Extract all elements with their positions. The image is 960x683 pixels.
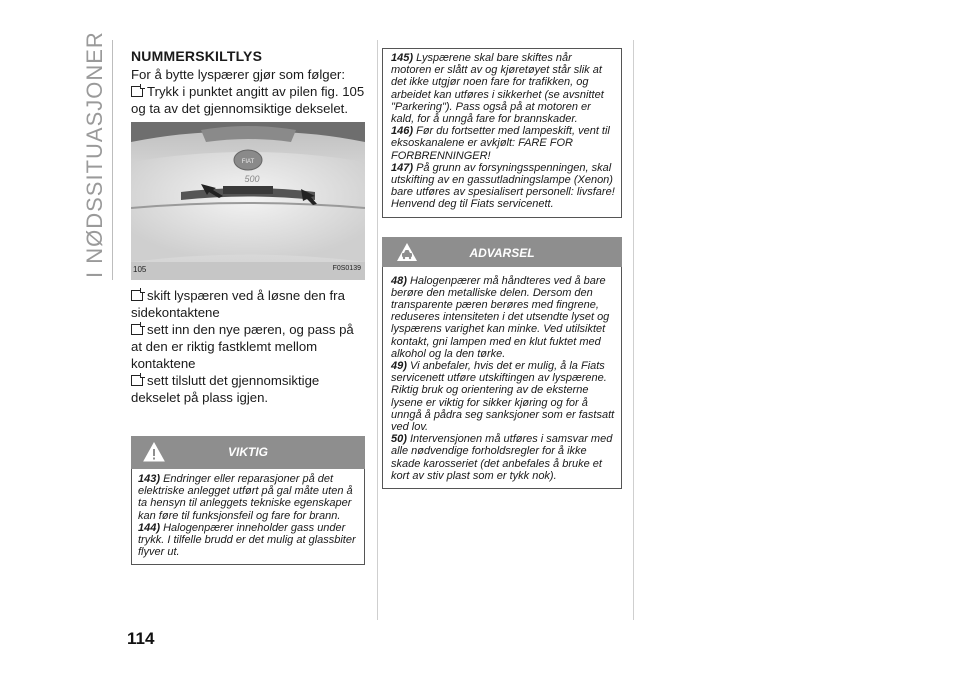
notice-item: [391, 52, 615, 125]
warning-item-number: 50): [391, 433, 407, 446]
chapter-label: I NØDSSITUASJONER: [82, 31, 107, 278]
notice-item-number: 145): [391, 52, 414, 64]
warning-body: [382, 267, 622, 489]
side-tab-divider: [112, 40, 113, 280]
warning-item: [391, 360, 615, 433]
notice-item: [391, 125, 615, 162]
notice-item-text: Halogenpærer inneholder gass under trykk. I tilfelle brudd er det mulig at glassbiter flyver ut.: [138, 521, 356, 559]
warning-item-number: 48): [391, 274, 407, 287]
notice-item-text: Endringer eller reparasjoner på det elektriske anlegget utført på gal måte uten å ta hensyn til anleggets tekniske egenskaper kan føre til funksjonsfeil og fare for brann.: [138, 473, 353, 522]
step-item: [131, 83, 365, 117]
step-bullet-icon: [131, 375, 143, 386]
notice-item-number: 143): [138, 473, 161, 485]
column-2: [382, 48, 622, 489]
step-item: [131, 287, 365, 321]
continued-notice-body: [382, 48, 622, 218]
step-text: sett inn den nye pæren, og pass på at den er riktig fastklemt mellom kontaktene: [131, 322, 354, 371]
section-title: NUMMERSKILTLYS: [131, 48, 263, 64]
warning-item: [391, 275, 615, 360]
step-text: Trykk i punktet angitt av pilen fig. 105 og ta av det gjennomsiktige dekselet.: [131, 84, 365, 116]
step-bullet-icon: [131, 290, 143, 301]
page-number: 114: [127, 629, 155, 648]
notice-item: [138, 473, 358, 522]
step-item: [131, 321, 365, 372]
notice-item-number: 144): [138, 521, 161, 534]
step-item: [131, 372, 365, 406]
car-rear-illustration: [131, 122, 365, 280]
warning-item: [391, 433, 615, 482]
figure-105-image: [131, 122, 365, 280]
figure-badge-text: FIAT: [241, 159, 255, 165]
intro-text: For å bytte lyspærer gjør som følger:: [131, 67, 345, 82]
warning-label: ADVARSEL: [469, 245, 535, 260]
warning-item-text: Halogenpærer må håndteres ved å bare berøre den metalliske delen. Dersom den transparente pæren berøres med fingrene, reduseres intensiteten i det utsendte lyset og lyspærens varighet kan minke. Ved utilsiktet kontakt, gni lampen med en klut fuktet med alkohol og la den tørke.: [391, 274, 610, 360]
notice-body: [131, 469, 365, 565]
warning-item-number: 49): [391, 360, 407, 373]
step-text: sett tilslutt det gjennomsiktige dekselet på plass igjen.: [131, 373, 320, 405]
notice-header: [131, 436, 365, 469]
notice-item: [391, 162, 615, 211]
notice-item-text: På grunn av forsyningsspenningen, skal utskifting av en gassutladningslampe (Xenon) bare utføres av spesialisert personell: livsfare! Henvend deg til Fiats servicenett.: [391, 161, 615, 211]
step-bullet-icon: [131, 324, 143, 335]
notice-item: [138, 522, 358, 559]
column-1: [131, 48, 365, 565]
notice-item-number: 146): [391, 125, 414, 138]
figure-number: 105: [133, 265, 147, 274]
notice-label: VIKTIG: [227, 445, 268, 459]
figure-code: F0S0139: [332, 265, 361, 272]
notice-item-text: Lyspærene skal bare skiftes når motoren er slått av og kjøretøyet står slik at det ikke utgjør noen fare for trafikken, og arbeidet kan utføres i sikkerhet (se avsnittet "Parkering"). Pass også på at motoren er kald, for å unngå fare for brannskader.: [391, 52, 604, 126]
figure-caption: [131, 265, 365, 277]
figure-emblem-text: 500: [244, 174, 260, 184]
warning-item-text: Vi anbefaler, hvis det er mulig, å la Fiats servicenett utføre utskiftingen av lyspærene. Riktig bruk og orientering av de eksterne lysene er viktig for sikker kjøring og for å unngå å pådra seg sanksjoner som er fastsatt ved lov.: [391, 360, 615, 434]
warning-item-text: Intervensjonen må utføres i samsvar med alle nødvendige forholdsregler for å ikke skade karosseriet (det anbefales å bruke et kort av stiv plast som er tykk nok).: [391, 433, 613, 482]
step-bullet-icon: [131, 86, 143, 97]
column-divider-2: [633, 40, 634, 620]
notice-item-text: Før du fortsetter med lampeskift, vent til eksoskanalene er avkjølt: FARE FOR FORBRENNINGER!: [391, 125, 610, 162]
chapter-side-tab: [80, 31, 110, 280]
step-text: skift lyspæren ved å løsne den fra sidekontaktene: [131, 288, 345, 320]
steps-after-list: [131, 287, 365, 406]
notice-item-number: 147): [391, 161, 414, 174]
warning-header: [382, 237, 622, 267]
column-divider-1: [377, 40, 378, 620]
